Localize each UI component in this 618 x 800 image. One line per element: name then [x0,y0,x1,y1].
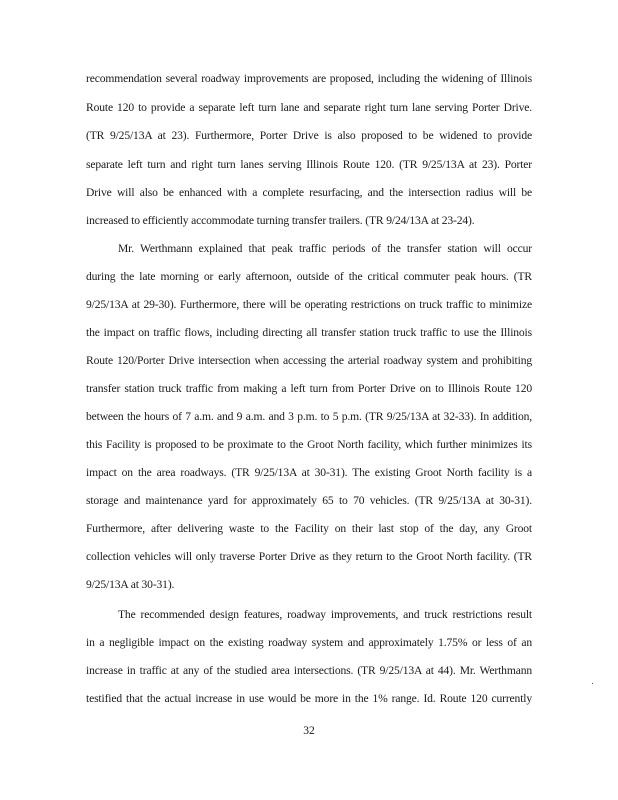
text-line: during the late morning or early afternoon, outside of the critical commuter peak hours. (TR [86,270,532,283]
text-line: this Facility is proposed to be proximate to the Groot North facility, which further minimizes its [86,438,532,451]
text-line: Furthermore, after delivering waste to the Facility on their last stop of the day, any Groot [86,522,532,535]
text-line: The recommended design features, roadway improvements, and truck restrictions result [118,608,532,621]
text-line: 9/25/13A at 29-30). Furthermore, there will be operating restrictions on truck traffic to minimize [86,298,532,311]
text-line: Drive will also be enhanced with a complete resurfacing, and the intersection radius will be [86,186,532,199]
text-line: Route 120/Porter Drive intersection when accessing the arterial roadway system and prohibiting [86,354,532,367]
text-line: between the hours of 7 a.m. and 9 a.m. and 3 p.m. to 5 p.m. (TR 9/25/13A at 32-33). In addition, [86,410,532,423]
text-line: separate left turn and right turn lanes serving Illinois Route 120. (TR 9/25/13A at 23). Porter [86,158,532,171]
text-line: recommendation several roadway improvements are proposed, including the widening of Illinois [86,72,532,85]
text-line: in a negligible impact on the existing roadway system and approximately 1.75% or less of an [86,636,532,649]
text-line: (TR 9/25/13A at 23). Furthermore, Porter Drive is also proposed to be widened to provide [86,129,532,142]
text-line: testified that the actual increase in use would be more in the 1% range. Id. Route 120 currently [86,692,532,705]
text-line: the impact on traffic flows, including directing all transfer station truck traffic to use the Illinois [86,326,532,339]
text-line: Route 120 to provide a separate left turn lane and separate right turn lane serving Porter Drive. [86,101,532,114]
text-line: impact on the area roadways. (TR 9/25/13A at 30-31). The existing Groot North facility is a [86,466,532,479]
text-line: increased to efficiently accommodate turning transfer trailers. (TR 9/24/13A at 23-24). [86,214,475,227]
text-line: transfer station truck traffic from making a left turn from Porter Drive on to Illinois Route 120 [86,382,532,395]
page-number: 32 [303,724,315,737]
text-line: increase in traffic at any of the studied area intersections. (TR 9/25/13A at 44). Mr. Werthmann [86,664,532,677]
text-line: Mr. Werthmann explained that peak traffic periods of the transfer station will occur [118,242,532,255]
scan-speck [592,683,593,684]
text-line: 9/25/13A at 30-31). [86,578,175,591]
text-line: storage and maintenance yard for approximately 65 to 70 vehicles. (TR 9/25/13A at 30-31). [86,494,532,507]
text-line: collection vehicles will only traverse Porter Drive as they return to the Groot North facility. (TR [86,550,532,563]
